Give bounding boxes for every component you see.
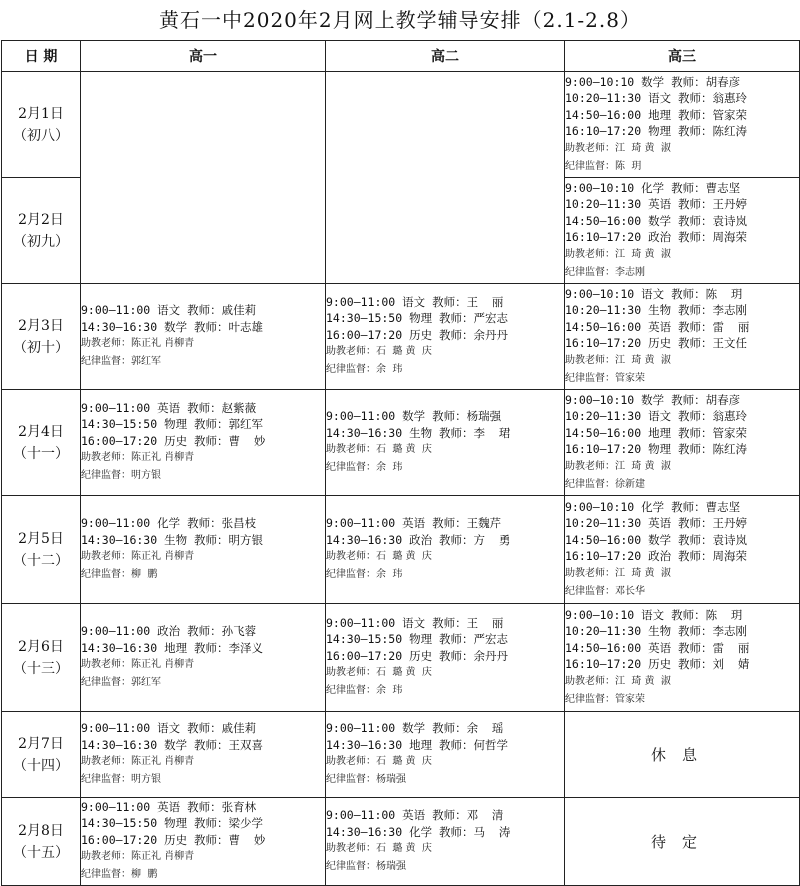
schedule-row <box>2 798 800 886</box>
helper-teachers: 助教老师：江 琦 黄 淑 <box>565 248 671 260</box>
header-date: 日 期 <box>2 41 81 72</box>
schedule-row <box>2 284 800 390</box>
helper-teachers: 助教老师：陈正礼 肖柳青 <box>81 338 195 349</box>
date-label: 2月3日 <box>18 317 64 334</box>
grade-3-status: 待定 <box>650 833 713 851</box>
discipline-monitor: 纪律监督：柳 鹏 <box>81 869 158 881</box>
lunar-date-label: （十一） <box>13 445 69 462</box>
header-row <box>2 41 800 72</box>
date-label: 2月2日 <box>18 211 64 228</box>
lunar-date-label: （十三） <box>13 660 69 677</box>
lunar-date-label: （十四） <box>13 757 69 774</box>
discipline-monitor: 纪律监督：明方银 <box>81 470 161 482</box>
schedule-line: 14:30—15:50 物理 教师：梁少学 <box>81 816 264 831</box>
schedule-line: 10:20—11:30 语文 教师：翁惠玲 <box>565 409 748 423</box>
date-label: 2月4日 <box>18 423 64 440</box>
schedule-line: 14:50—16:00 数学 教师：袁诗岚 <box>565 213 748 228</box>
schedule-row <box>2 604 800 712</box>
schedule-line: 16:00—17:20 历史 教师：余丹丹 <box>326 327 509 342</box>
grade-1-cell <box>81 284 326 390</box>
grade-3-cell <box>565 72 800 178</box>
schedule-line: 9:00—11:00 化学 教师：张昌枝 <box>81 516 257 530</box>
discipline-monitor: 纪律监督：余 玮 <box>326 364 403 376</box>
schedule-line: 9:00—10:10 数学 教师：胡春彦 <box>565 392 741 407</box>
schedule-row <box>2 712 800 798</box>
helper-teachers: 助教老师：石 璐 黄 庆 <box>326 551 432 562</box>
lunar-date-label: （初十） <box>13 339 69 356</box>
schedule-line: 14:30—16:30 地理 教师：李泽义 <box>81 640 264 655</box>
schedule-row <box>2 496 800 604</box>
schedule-line: 9:00—11:00 数学 教师：杨瑞强 <box>326 409 502 423</box>
schedule-line: 16:10—17:20 物理 教师：陈红涛 <box>565 124 748 138</box>
helper-teachers: 助教老师：陈正礼 肖柳青 <box>81 756 195 767</box>
helper-teachers: 助教老师：石 璐 黄 庆 <box>326 346 432 358</box>
schedule-line: 10:20—11:30 生物 教师：李志刚 <box>565 624 748 638</box>
grade-3-cell <box>565 798 800 886</box>
date-cell <box>2 72 81 178</box>
discipline-monitor: 纪律监督：管家荣 <box>565 372 645 384</box>
schedule-line: 14:30—16:30 生物 教师：明方银 <box>81 532 264 547</box>
grade-2-cell <box>326 798 565 886</box>
date-label: 2月5日 <box>18 530 64 547</box>
helper-teachers: 助教老师：陈正礼 肖柳青 <box>81 659 195 670</box>
grade-1-empty-cell <box>81 72 326 284</box>
grade-3-cell <box>565 496 800 604</box>
schedule-line: 9:00—10:10 数学 教师：胡春彦 <box>565 74 741 89</box>
schedule-line: 9:00—11:00 政治 教师：孙飞蓉 <box>81 624 257 638</box>
lunar-date-label: （初八） <box>13 127 69 144</box>
schedule-line: 9:00—11:00 数学 教师：余 瑶 <box>326 721 504 735</box>
date-cell <box>2 712 81 798</box>
discipline-monitor: 纪律监督：杨瑞强 <box>326 774 406 785</box>
schedule-line: 9:00—10:10 语文 教师：陈 玥 <box>565 607 743 622</box>
helper-teachers: 助教老师：陈正礼 肖柳青 <box>81 551 195 562</box>
grade-3-cell <box>565 178 800 284</box>
date-cell <box>2 496 81 604</box>
date-label: 2月1日 <box>18 105 64 122</box>
schedule-line: 16:10—17:20 政治 教师：周海荣 <box>565 549 748 563</box>
helper-teachers: 助教老师：陈正礼 肖柳青 <box>81 851 195 863</box>
schedule-line: 16:00—17:20 历史 教师：曹 妙 <box>81 832 266 847</box>
date-cell <box>2 178 81 284</box>
helper-teachers: 助教老师：石 璐 黄 庆 <box>326 843 432 854</box>
lunar-date-label: （十五） <box>13 844 69 861</box>
schedule-row <box>2 72 800 178</box>
grade-2-cell <box>326 712 565 798</box>
discipline-monitor: 纪律监督：余 玮 <box>326 685 403 697</box>
grade-2-cell <box>326 496 565 604</box>
schedule-line: 14:30—16:30 数学 教师：王双喜 <box>81 737 264 752</box>
schedule-line: 9:00—10:10 化学 教师：曹志坚 <box>565 499 741 514</box>
schedule-line: 10:20—11:30 英语 教师：王丹婷 <box>565 197 748 211</box>
grade-3-cell <box>565 604 800 712</box>
schedule-line: 9:00—11:00 语文 教师：戚佳莉 <box>81 721 257 735</box>
date-cell <box>2 798 81 886</box>
discipline-monitor: 纪律监督：柳 鹏 <box>81 569 158 580</box>
lunar-date-label: （十二） <box>13 552 69 569</box>
schedule-line: 9:00—11:00 语文 教师：戚佳莉 <box>81 303 257 317</box>
schedule-line: 16:10—17:20 历史 教师：刘 婧 <box>565 657 750 671</box>
grade-3-cell <box>565 390 800 496</box>
schedule-line: 14:30—15:50 物理 教师：郭红军 <box>81 417 264 432</box>
schedule-line: 9:00—10:10 语文 教师：陈 玥 <box>565 286 743 301</box>
grade-3-cell <box>565 284 800 390</box>
helper-teachers: 助教老师：石 璐 黄 庆 <box>326 756 432 767</box>
discipline-monitor: 纪律监督：余 玮 <box>326 462 403 473</box>
schedule-table <box>1 40 800 886</box>
schedule-line: 9:00—11:00 语文 教师：王 丽 <box>326 294 504 309</box>
discipline-monitor: 纪律监督：郭红军 <box>81 356 161 367</box>
header-grade-2: 高二 <box>326 41 565 72</box>
schedule-line: 14:50—16:00 地理 教师：管家荣 <box>565 107 748 122</box>
schedule-line: 9:00—11:00 英语 教师：赵紫薇 <box>81 400 257 415</box>
schedule-line: 14:50—16:00 数学 教师：袁诗岚 <box>565 532 748 547</box>
discipline-monitor: 纪律监督：徐新建 <box>565 478 645 490</box>
grade-3-cell <box>565 712 800 798</box>
schedule-line: 14:50—16:00 英语 教师：雷 丽 <box>565 640 750 655</box>
schedule-row <box>2 390 800 496</box>
schedule-line: 16:10—17:20 物理 教师：陈红涛 <box>565 442 748 456</box>
discipline-monitor: 纪律监督：李志刚 <box>565 266 645 278</box>
schedule-line: 16:10—17:20 政治 教师：周海荣 <box>565 230 748 244</box>
lunar-date-label: （初九） <box>13 233 69 250</box>
schedule-line: 9:00—11:00 英语 教师：邓 清 <box>326 808 504 822</box>
schedule-line: 14:30—15:50 物理 教师：严宏志 <box>326 311 509 326</box>
schedule-line: 16:00—17:20 历史 教师：余丹丹 <box>326 648 509 663</box>
helper-teachers: 助教老师：江 琦 黄 淑 <box>565 354 671 366</box>
header-grade-3: 高三 <box>565 41 800 72</box>
grade-1-cell <box>81 798 326 886</box>
schedule-line: 14:30—15:50 物理 教师：严宏志 <box>326 632 509 647</box>
helper-teachers: 助教老师：陈正礼 肖柳青 <box>81 452 195 464</box>
helper-teachers: 助教老师：江 琦 黄 淑 <box>565 675 671 687</box>
discipline-monitor: 纪律监督：杨瑞强 <box>326 861 406 872</box>
schedule-line: 14:50—16:00 英语 教师：雷 丽 <box>565 319 750 334</box>
schedule-line: 10:20—11:30 英语 教师：王丹婷 <box>565 516 748 530</box>
date-cell <box>2 604 81 712</box>
discipline-monitor: 纪律监督：郭红军 <box>81 677 161 688</box>
grade-2-empty-cell <box>326 72 565 284</box>
helper-teachers: 助教老师：江 琦 黄 淑 <box>565 567 671 579</box>
grade-1-cell <box>81 712 326 798</box>
schedule-line: 14:30—16:30 生物 教师：李 珺 <box>326 425 511 440</box>
grade-1-cell <box>81 390 326 496</box>
discipline-monitor: 纪律监督：陈 玥 <box>565 160 642 172</box>
header-grade-1: 高一 <box>81 41 326 72</box>
grade-2-cell <box>326 390 565 496</box>
schedule-line: 10:20—11:30 生物 教师：李志刚 <box>565 303 748 317</box>
helper-teachers: 助教老师：江 琦 黄 淑 <box>565 460 671 472</box>
schedule-line: 16:00—17:20 历史 教师：曹 妙 <box>81 433 266 448</box>
schedule-line: 9:00—11:00 英语 教师：张育林 <box>81 799 257 814</box>
grade-1-cell <box>81 496 326 604</box>
grade-2-cell <box>326 284 565 390</box>
date-label: 2月7日 <box>18 735 64 752</box>
discipline-monitor: 纪律监督：明方银 <box>81 774 161 785</box>
schedule-line: 14:30—16:30 数学 教师：叶志雄 <box>81 319 264 334</box>
schedule-line: 16:10—17:20 历史 教师：王文任 <box>565 336 748 350</box>
schedule-line: 14:50—16:00 地理 教师：管家荣 <box>565 425 748 440</box>
schedule-line: 14:30—16:30 地理 教师：何哲学 <box>326 737 509 752</box>
schedule-line: 14:30—16:30 化学 教师：马 涛 <box>326 824 511 839</box>
helper-teachers: 助教老师：石 璐 黄 庆 <box>326 444 432 455</box>
schedule-line: 9:00—11:00 英语 教师：王魏芹 <box>326 516 502 530</box>
helper-teachers: 助教老师：江 琦 黄 淑 <box>565 142 671 154</box>
date-cell <box>2 390 81 496</box>
date-label: 2月6日 <box>18 638 64 655</box>
schedule-line: 14:30—16:30 政治 教师：方 勇 <box>326 532 511 547</box>
schedule-line: 9:00—10:10 化学 教师：曹志坚 <box>565 180 741 195</box>
date-cell <box>2 284 81 390</box>
grade-3-status: 休息 <box>650 746 713 764</box>
helper-teachers: 助教老师：石 璐 黄 庆 <box>326 667 432 679</box>
discipline-monitor: 纪律监督：余 玮 <box>326 569 403 580</box>
date-label: 2月8日 <box>18 822 64 839</box>
page-title: 黄石一中2020年2月网上教学辅导安排（2.1-2.8） <box>159 8 641 32</box>
discipline-monitor: 纪律监督：管家荣 <box>565 693 645 705</box>
grade-1-cell <box>81 604 326 712</box>
grade-2-cell <box>326 604 565 712</box>
discipline-monitor: 纪律监督：邓长华 <box>565 585 645 597</box>
schedule-line: 9:00—11:00 语文 教师：王 丽 <box>326 615 504 630</box>
schedule-line: 10:20—11:30 语文 教师：翁惠玲 <box>565 91 748 105</box>
